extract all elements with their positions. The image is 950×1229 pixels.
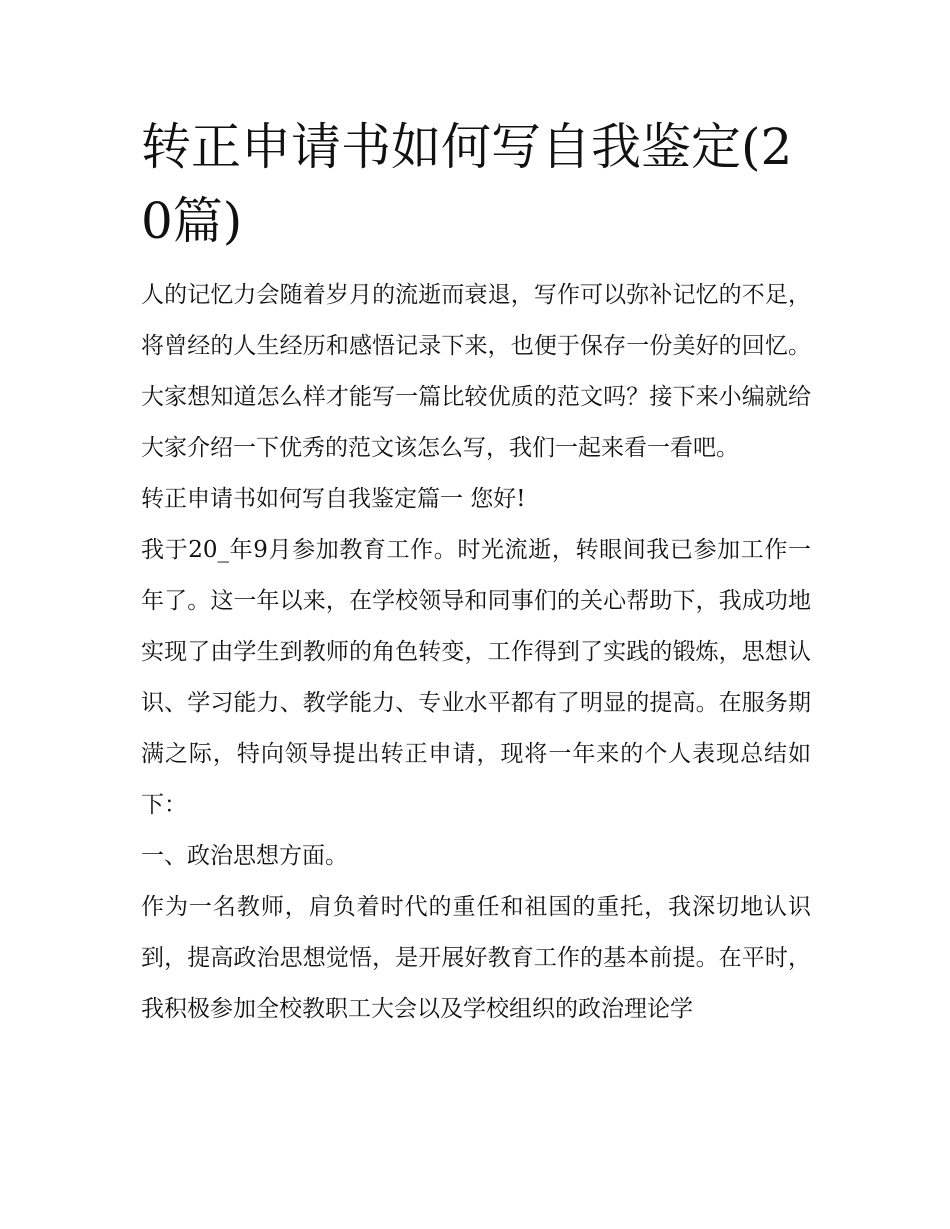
body-paragraph: 我于20_年9月参加教育工作。时光流逝，转眼间我已参加工作一年了。这一年以来，在学校领导和同事们的关心帮助下，我成功地实现了由学生到教师的角色转变，工作得到了实践的锻炼，思想认识、学习能力、教学能力、专业水平都有了明显的提高。在服务期满之际，特向领导提出转正申请，现将一年来的个人表现总结如下： (141, 537, 811, 818)
intro-paragraph: 人的记忆力会随着岁月的流逝而衰退，写作可以弥补记忆的不足，将曾经的人生经历和感悟记录下来，也便于保存一份美好的回忆。大家想知道怎么样才能写一篇比较优质的范文吗？接下来小编就给大家介绍一下优秀的范文该怎么写，我们一起来看一看吧。 (141, 282, 811, 461)
body-paragraph: 作为一名教师，肩负着时代的重任和祖国的重托，我深切地认识到，提高政治思想觉悟，是开展好教育工作的基本前提。在平时，我积极参加全校教职工大会以及学校组织的政治理论学 (141, 894, 811, 1022)
subsection-heading: 一、政治思想方面。 (141, 843, 348, 869)
document-title: 转正申请书如何写自我鉴定(20篇) (141, 118, 793, 250)
section-heading-paragraph: 转正申请书如何写自我鉴定篇一 您好! (141, 486, 526, 512)
document-body (141, 110, 811, 1035)
